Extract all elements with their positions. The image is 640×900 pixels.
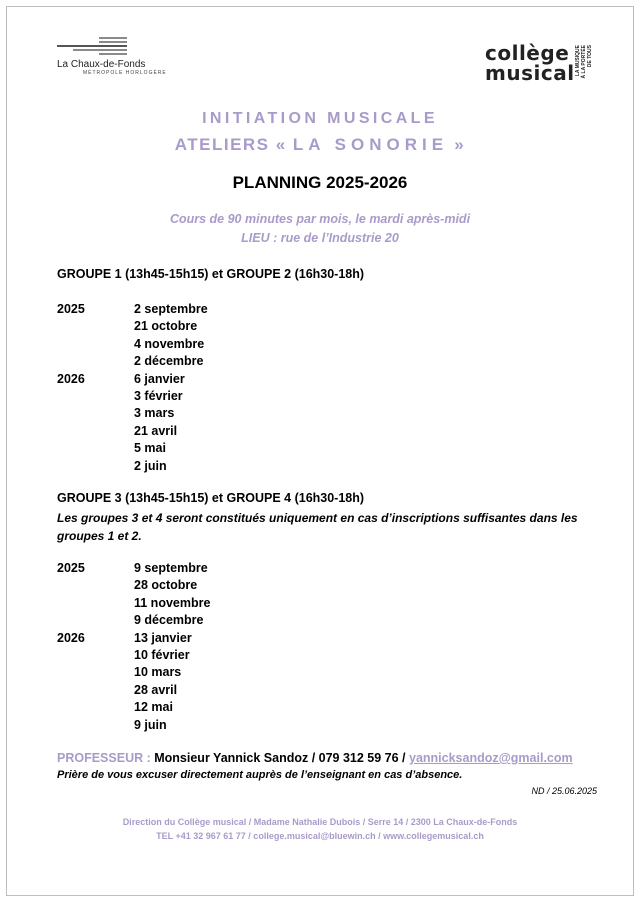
schedule-year: 2025 (57, 302, 85, 316)
group-b-note: Les groupes 3 et 4 seront constitués uniquement en cas d’inscriptions suffisantes dans les groupes 1 et 2. (57, 511, 578, 543)
schedule-date: 2 septembre (134, 302, 208, 316)
schedule-date: 2 juin (134, 458, 167, 473)
schedule-date: 28 octobre (134, 578, 198, 593)
college-musical-logo (485, 43, 625, 103)
subtitle-prefix: ATELIERS « (174, 135, 293, 154)
document-subtitle (7, 135, 633, 155)
schedule-date: 9 septembre (134, 561, 208, 575)
schedule-date: 5 mai (134, 441, 166, 456)
schedule-year: 2025 (57, 561, 85, 575)
city-logo (57, 37, 177, 76)
schedule-date: 9 juin (134, 717, 167, 732)
schedule-date: 12 mai (134, 700, 173, 715)
city-name: La Chaux-de-Fonds (57, 59, 146, 70)
schedule-date: 3 mars (134, 406, 175, 421)
professor-info (57, 751, 573, 765)
college-tagline-1: LA MUSIQUE (575, 45, 581, 77)
location: LIEU : rue de l’Industrie 20 (241, 231, 399, 245)
subtitle-name: LA SONORIE (292, 135, 449, 154)
schedule-date: 21 avril (134, 423, 178, 438)
college-word: collège (485, 41, 570, 65)
document-title: INITIATION MUSICALE (202, 110, 438, 127)
professor-email-link[interactable]: yannicksandoz@gmail.com (409, 751, 573, 765)
city-logo-mark (57, 37, 132, 57)
schedule-year: 2026 (57, 371, 85, 386)
professor-label: PROFESSEUR : (57, 751, 155, 765)
schedule-year: 2026 (57, 630, 85, 645)
schedule-date: 10 mars (134, 665, 182, 680)
document-reference: ND / 25.06.2025 (531, 786, 597, 796)
college-tagline-3: DE TOUS (587, 45, 593, 68)
schedule-date: 10 février (134, 648, 190, 662)
planning-title: PLANNING 2025-2026 (232, 173, 408, 192)
group-a-heading: GROUPE 1 (13h45-15h15) et GROUPE 2 (16h30-18h) (57, 267, 365, 281)
document-page (6, 6, 634, 896)
absence-note: Prière de vous excuser directement auprès de l’enseignant en cas d’absence. (57, 769, 463, 781)
schedule-date: 28 avril (134, 682, 178, 697)
schedule-date: 3 février (134, 389, 183, 403)
group-b-heading: GROUPE 3 (13h45-15h15) et GROUPE 4 (16h30-18h) (57, 491, 365, 505)
subtitle-suffix: » (448, 135, 466, 154)
schedule-date: 13 janvier (134, 630, 192, 645)
schedule-date: 4 novembre (134, 336, 205, 351)
footer-contact: TEL +41 32 967 61 77 / college.musical@bluewin.ch / www.collegemusical.ch (156, 831, 484, 841)
schedule-date: 2 décembre (134, 354, 204, 369)
footer-address: Direction du Collège musical / Madame Nathalie Dubois / Serre 14 / 2300 La Chaux-de-Fonds (122, 817, 518, 827)
college-tagline (575, 45, 617, 91)
musical-word: musical (485, 61, 575, 85)
course-info: Cours de 90 minutes par mois, le mardi après-midi (169, 212, 471, 226)
college-tagline-2: À LA PORTÉE (581, 45, 587, 79)
city-tagline: MÉTROPOLE HORLOGÈRE (83, 70, 167, 76)
schedule-date: 6 janvier (134, 371, 185, 386)
schedule-date: 11 novembre (134, 595, 211, 610)
schedule-date: 21 octobre (134, 319, 198, 334)
schedule-date: 9 décembre (134, 613, 204, 628)
professor-name-phone: Monsieur Yannick Sandoz / 079 312 59 76 / (154, 751, 409, 765)
